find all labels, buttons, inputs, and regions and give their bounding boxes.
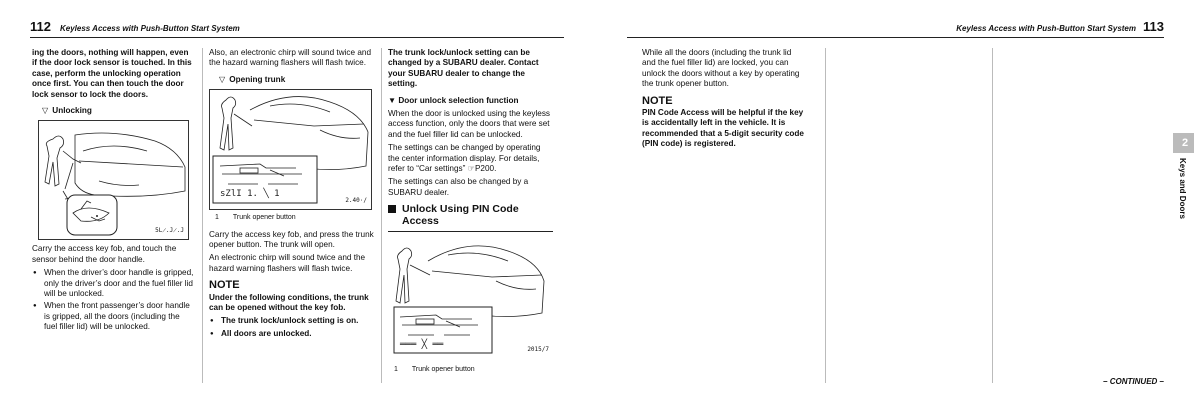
chapter-tab-label-text: Keys and Doors	[1178, 158, 1187, 219]
pin-access-illustration	[388, 237, 553, 359]
figure-caption	[394, 365, 553, 375]
left-column-3	[388, 48, 553, 382]
selection-para3: The settings can also be changed by a SUBARU dealer.	[388, 177, 529, 197]
chapter-tab-label	[1173, 156, 1194, 236]
pin-access-figure	[388, 237, 553, 359]
door-handle-illustration	[39, 121, 190, 241]
note-heading: NOTE	[642, 94, 673, 107]
unlocking-heading	[42, 106, 195, 116]
column-divider	[992, 48, 993, 383]
trunk-illustration	[210, 90, 373, 211]
opening-trunk-para1: Carry the access key fob, and press the trunk opener button. The trunk will open.	[209, 229, 374, 250]
note-heading: NOTE	[209, 279, 240, 292]
caption-text: Trunk opener button	[411, 366, 475, 374]
continued-marker: – CONTINUED –	[1103, 377, 1164, 386]
left-header	[30, 16, 564, 38]
right-page	[597, 0, 1194, 400]
pin-access-para: While all the doors (including the trunk lid and the fuel filler lid) are locked, you can unlock the doors without a key by operating the trunk opener button.	[642, 48, 800, 89]
right-header	[627, 16, 1164, 38]
pin-note-text: PIN Code Access will be helpful if the key is accidentally left in the vehicle. It is recommended that a 5-digit security code (PIN code) is registered.	[642, 108, 804, 149]
figure-code: 2.40·/	[345, 196, 367, 204]
note-bullet: ● The trunk lock/unlock setting is on.	[209, 316, 374, 326]
caption-number: 1	[215, 214, 219, 222]
column-divider	[825, 48, 826, 383]
figure-code: 5L̷.J̷.J	[155, 227, 184, 235]
right-column-1	[642, 48, 807, 153]
left-column-2	[209, 48, 374, 341]
trunk-setting-note: The trunk lock/unlock setting can be changed by a SUBARU dealer. Contact your SUBARU dealer to change the setting.	[388, 48, 539, 89]
chirp-intro: Also, an electronic chirp will sound twice and the hazard warning flashers will flash twice.	[209, 48, 372, 68]
opening-trunk-para2: An electronic chirp will sound twice and the hazard warning flashers will flash twice.	[209, 253, 366, 273]
opening-trunk-heading-text: Opening trunk	[229, 74, 286, 84]
figure-code: 2015/7	[527, 345, 549, 353]
svg-text:═══ ╳ ══: ═══ ╳ ══	[400, 340, 444, 351]
left-page-number: 112	[30, 19, 51, 34]
down-triangle-icon: ▼	[388, 95, 397, 105]
section-heading: Unlock Using PIN Code Access	[388, 204, 553, 232]
chapter-tab-number: 2	[1173, 133, 1194, 153]
door-unlock-selection-text: Door unlock selection function	[398, 95, 519, 105]
left-column-1	[32, 48, 195, 335]
selection-para1: When the door is unlocked using the keyless access function, only the doors that were set and the fuel filler lid can be unlocked.	[388, 109, 551, 139]
right-header-title: Keyless Access with Push-Button Start System	[956, 24, 1136, 33]
caption-number: 1	[394, 366, 398, 374]
column-divider	[381, 48, 382, 383]
note-text: Under the following conditions, the trunk can be opened without the key fob.	[209, 292, 369, 313]
figure-caption	[215, 213, 374, 223]
intro-bold: ing the doors, nothing will happen, even if the door lock sensor is touched. In this case, perform the unlocking operation once first. You can then touch the door lock sensor to lock the doors.	[32, 48, 192, 99]
bullet-item: ● When the driver’s door handle is gripped, only the driver’s door and the fuel filler lid will be unlocked.	[32, 268, 195, 299]
triangle-icon: ▽	[219, 74, 226, 84]
column-divider	[202, 48, 203, 383]
unlocking-figure	[38, 120, 189, 240]
right-page-number: 113	[1143, 19, 1164, 34]
door-unlock-selection-heading	[388, 96, 553, 106]
unlocking-heading-text: Unlocking	[52, 106, 92, 116]
selection-para2: The settings can be changed by operating the center information display. For details, refer to “Car settings” ☞P200.	[388, 143, 541, 174]
bullet-item: ● When the front passenger’s door handle is gripped, all the doors (including the fuel filler lid) will be unlocked.	[32, 301, 195, 332]
caption-text: Trunk opener button	[232, 214, 296, 222]
opening-trunk-heading	[219, 75, 374, 85]
note-bullet: ● All doors are unlocked.	[209, 329, 374, 339]
opening-trunk-figure	[209, 89, 372, 210]
svg-text:sZlI 1. ╲ 1: sZlI 1. ╲ 1	[220, 189, 280, 200]
triangle-icon: ▽	[42, 106, 49, 116]
left-header-title: Keyless Access with Push-Button Start System	[60, 24, 240, 33]
unlocking-body: Carry the access key fob, and touch the sensor behind the door handle.	[32, 244, 177, 264]
